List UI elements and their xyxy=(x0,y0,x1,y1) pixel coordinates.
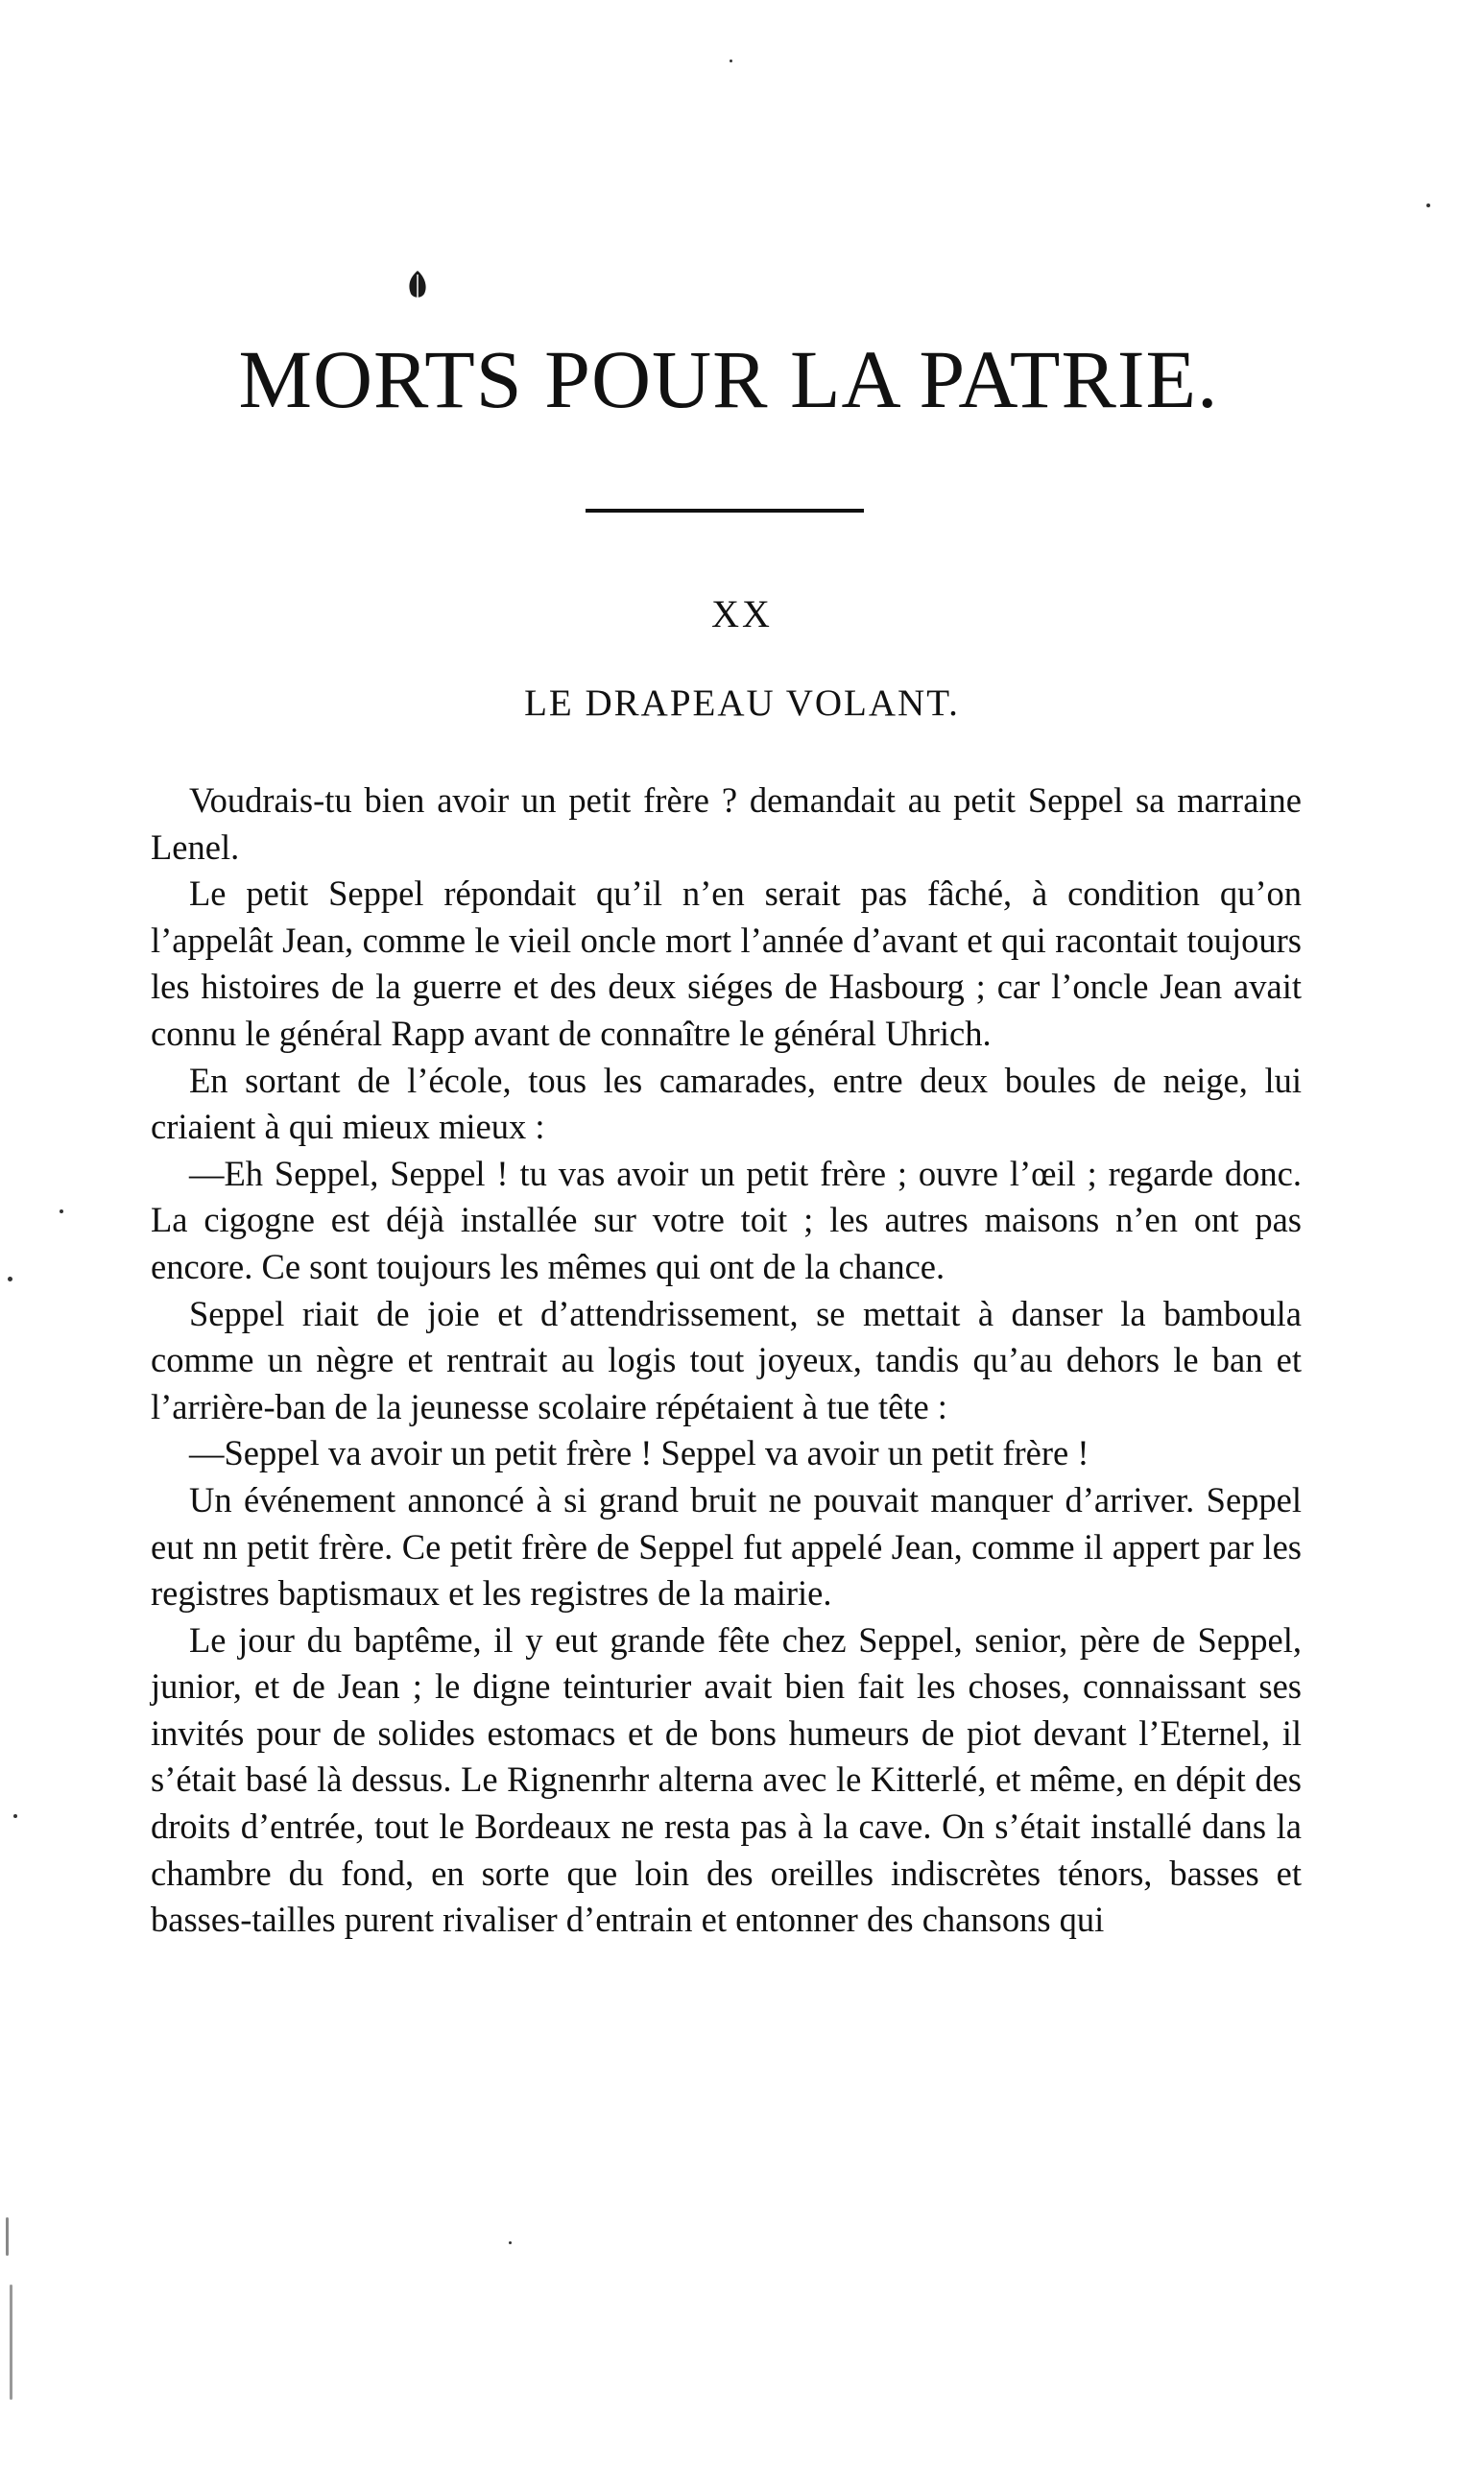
paragraph: Le petit Seppel répondait qu’il n’en serait pas fâché, à condition qu’on l’appelât Jean, comme le vieil oncle mort l’année d’avant et qui racontait toujours les histoires de la guerre et des deux siéges de Hasbourg ; car l’oncle Jean avait connu le général Rapp avant de connaître le général Uhrich. xyxy=(151,874,1302,1053)
paragraph: Voudrais-tu bien avoir un petit frère ? demandait au petit Seppel sa marraine Lenel. xyxy=(151,780,1302,867)
title-divider xyxy=(586,509,864,513)
paragraph: Le jour du baptême, il y eut grande fête chez Seppel, senior, père de Seppel, junior, et de Jean ; le digne teinturier avait bien fait les choses, connaissant ses invités pour de solides estomacs et de bons humeurs de piot devant l’Eternel, il s’était basé là dessus. Le Rignenrhr alterna avec le Kitterlé, et même, en dépit des droits d’entrée, tout le Bordeaux ne resta pas à la cave. On s’était installé dans la chambre du fond, en sorte que loin des oreilles indiscrètes ténors, basses et basses-tailles purent rivaliser d’entrain et entonner des chansons qui xyxy=(151,1619,1302,1940)
paragraph: Seppel riait de joie et d’attendrissement, se mettait à danser la bamboula comme un nègre et rentrait au logis tout joyeux, tandis qu’au dehors le ban et l’arrière-ban de la jeunesse scolaire répétaient à tue tête : xyxy=(151,1293,1302,1426)
paragraph: —Seppel va avoir un petit frère ! Seppel va avoir un petit frère ! xyxy=(189,1433,1089,1473)
paragraph: En sortant de l’école, tous les camarades, entre deux boules de neige, lui criaient à qui mieux mieux : xyxy=(151,1060,1302,1147)
chapter-number: XX xyxy=(711,592,773,635)
paragraph: —Eh Seppel, Seppel ! tu vas avoir un petit frère ; ouvre l’œil ; regarde donc. La cigogne est déjà installée sur votre toit ; les autres maisons n’en ont pas encore. Ce sont toujours les mêmes qui ont de la chance. xyxy=(151,1153,1302,1286)
chapter-body xyxy=(151,778,1302,1944)
chapter-title: LE DRAPEAU VOLANT. xyxy=(524,682,960,724)
book-title: MORTS POUR LA PATRIE. xyxy=(238,333,1219,425)
paragraph: Un événement annoncé à si grand bruit ne pouvait manquer d’arriver. Seppel eut nn petit frère. Ce petit frère de Seppel fut appelé Jean, comme il appert par les registres baptismaux et les registres de la mairie. xyxy=(151,1479,1302,1614)
leaf-ornament-icon xyxy=(405,269,430,301)
